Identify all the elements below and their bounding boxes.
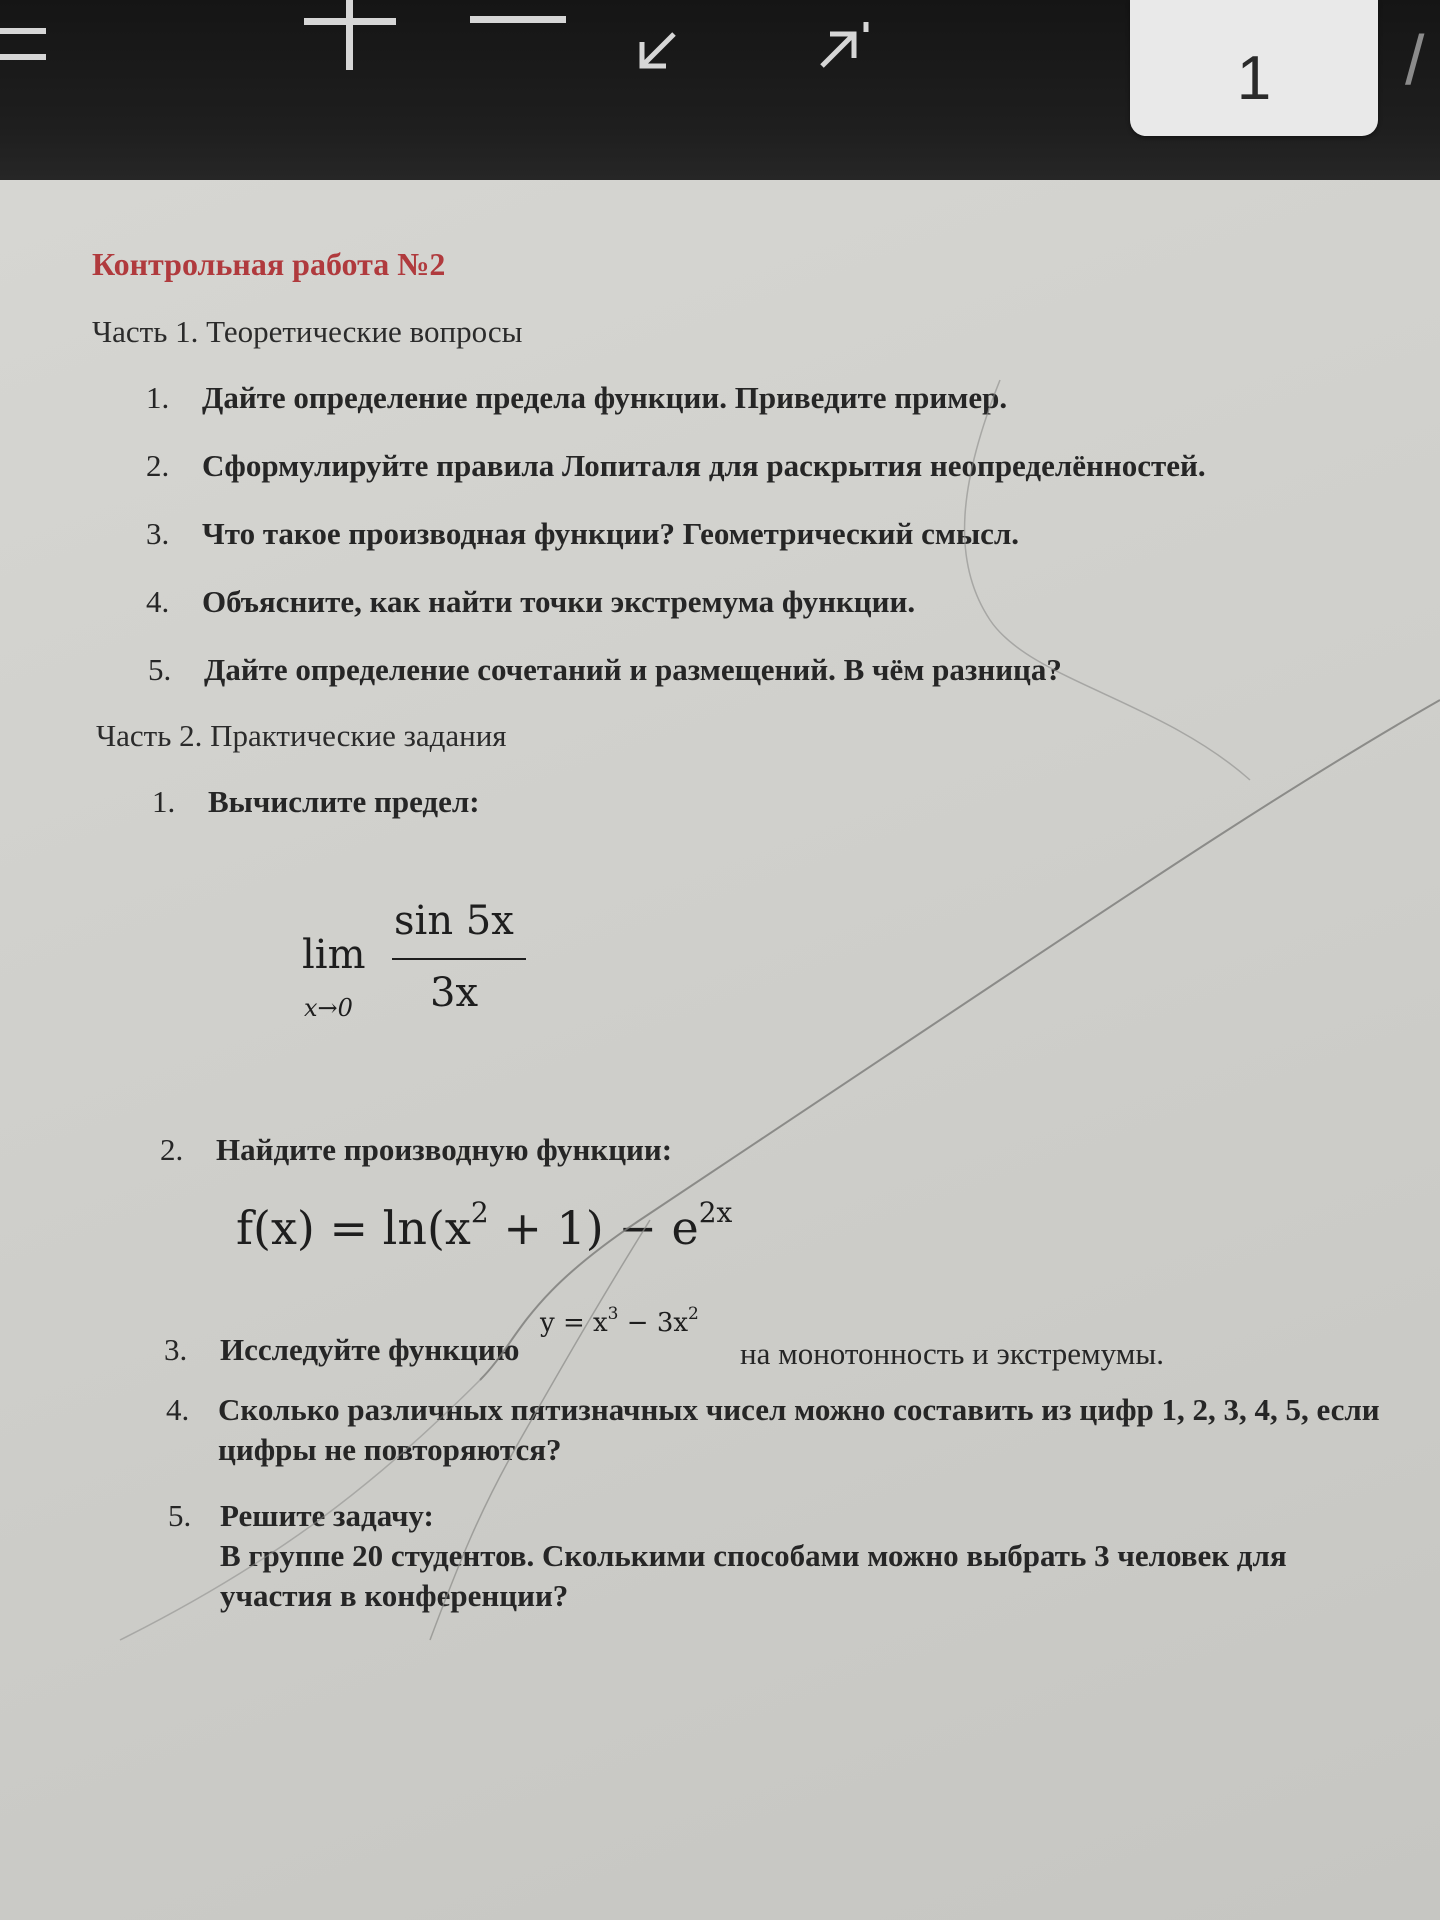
formula-exponent: 3 — [607, 1304, 619, 1324]
part2-item-limit — [152, 784, 480, 820]
formula-part: − 3x — [618, 1308, 689, 1338]
item-text: Вычислите предел: — [208, 784, 480, 819]
part1-item — [146, 516, 1019, 552]
item-number: 5. — [148, 652, 172, 687]
page-number-input[interactable] — [1130, 0, 1378, 136]
formula-part: y = x — [540, 1308, 608, 1338]
item-number: 4. — [146, 584, 170, 619]
part1-item — [146, 380, 1007, 416]
item-text: Объясните, как найти точки экстремума функции. — [202, 584, 916, 619]
function-formula — [236, 1196, 732, 1255]
zoom-out-icon[interactable] — [470, 14, 570, 26]
limit-formula — [302, 898, 542, 1034]
item-number: 1. — [152, 784, 176, 819]
part1-heading: Часть 1. Теоретические вопросы — [92, 314, 523, 349]
item-text: Исследуйте функцию — [220, 1332, 520, 1367]
part2-item-monotonicity-suffix — [740, 1336, 1164, 1372]
part1-item — [146, 584, 915, 620]
item-number: 5. — [168, 1498, 192, 1533]
part1-item — [146, 448, 1206, 484]
item-text: Дайте определение предела функции. Приведите пример. — [202, 380, 1008, 415]
formula-exponent: 2 — [470, 1196, 489, 1229]
formula-part: f(x) = ln(x — [236, 1201, 471, 1255]
part2-item-combinatorics — [166, 1390, 1406, 1470]
menu-icon[interactable] — [0, 24, 48, 70]
item-text: Сформулируйте правила Лопиталя для раскрытия неопределённостей. — [202, 448, 1206, 483]
fraction-denominator: 3x — [430, 970, 479, 1016]
shrink-arrow-icon[interactable] — [636, 30, 680, 74]
page-separator: / — [1405, 21, 1425, 99]
lim-subscript: x→0 — [304, 994, 353, 1022]
item-number: 3. — [164, 1332, 188, 1367]
item-text: Что такое производная функции? Геометрический смысл. — [202, 516, 1020, 551]
part1-item — [148, 652, 1062, 688]
part2-item-problem — [168, 1496, 1368, 1616]
expand-arrow-icon[interactable] — [814, 22, 870, 72]
fraction-bar — [392, 958, 526, 960]
viewer-toolbar — [0, 0, 1440, 180]
document-title: Контрольная работа №2 — [92, 246, 446, 282]
formula-exponent: 2 — [688, 1304, 699, 1324]
item-number: 2. — [160, 1132, 184, 1167]
document-page — [0, 180, 1440, 1920]
item-text: Сколько различных пятизначных чисел можно составить из цифр 1, 2, 3, 4, 5, если цифры не повторяются? — [218, 1392, 1380, 1467]
formula-part: + 1) − e — [488, 1201, 699, 1255]
screen-crack-lines — [0, 180, 1440, 1920]
item-text: Найдите производную функции: — [216, 1132, 673, 1167]
fraction-numerator: sin 5x — [394, 898, 514, 944]
item-number: 1. — [146, 380, 170, 415]
item-number: 2. — [146, 448, 170, 483]
zoom-in-icon[interactable] — [300, 0, 400, 76]
part2-item-derivative — [160, 1132, 672, 1168]
lim-operator: lim — [302, 932, 366, 978]
item-number: 3. — [146, 516, 170, 551]
item-text: на монотонность и экстремумы. — [740, 1336, 1164, 1371]
part2-heading: Часть 2. Практические задания — [96, 718, 507, 753]
page-number-box[interactable] — [1130, 0, 1378, 136]
inline-function-formula — [540, 1304, 699, 1338]
item-text: Решите задачу: — [220, 1498, 434, 1533]
formula-exponent: 2x — [698, 1196, 733, 1229]
item-text: Дайте определение сочетаний и размещений. В чём разница? — [204, 652, 1062, 687]
item-detail-text: В группе 20 студентов. Сколькими способами можно выбрать 3 человек для участия в конференции? — [220, 1538, 1287, 1613]
part2-item-monotonicity — [164, 1332, 519, 1368]
item-number: 4. — [166, 1392, 190, 1427]
